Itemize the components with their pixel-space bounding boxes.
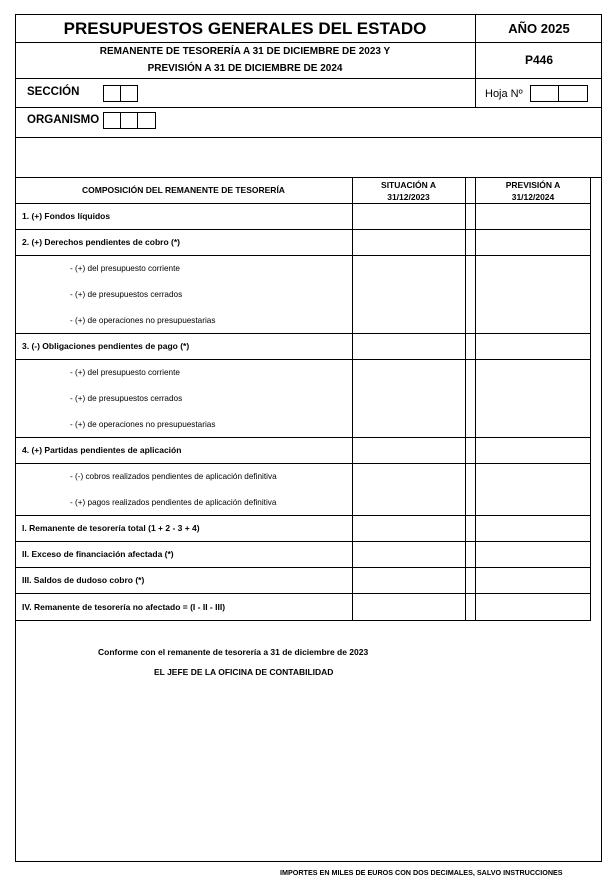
col-header-prevision-line-1: PREVISIÓN A <box>505 180 561 190</box>
row-exceso-financiacion: II. Exceso de financiación afectada (*) <box>22 549 174 559</box>
row-derechos-pendientes: 2. (+) Derechos pendientes de cobro (*) <box>22 237 180 247</box>
row-sep <box>15 515 591 516</box>
row-sep <box>15 229 591 230</box>
seccion-bottom-divider <box>15 107 602 108</box>
organismo-label: ORGANISMO <box>27 114 100 126</box>
row-pagos-pendientes: - (+) pagos realizados pendientes de aplicación definitiva <box>70 498 277 507</box>
row-derechos-cerrados: - (+) de presupuestos cerrados <box>70 290 183 299</box>
page-title: PRESUPUESTOS GENERALES DEL ESTADO <box>63 18 427 38</box>
row-obligaciones-corriente: - (+) del presupuesto corriente <box>70 368 180 377</box>
subtitle-line-1: REMANENTE DE TESORERÍA A 31 DE DICIEMBRE DE 2023 Y <box>99 46 391 57</box>
col-situacion-left <box>352 177 353 621</box>
row-sep <box>15 620 591 621</box>
col-header-situacion-line-1: SITUACIÓN A <box>381 180 436 190</box>
row-obligaciones-cerrados: - (+) de presupuestos cerrados <box>70 394 183 403</box>
col-prevision-left <box>475 177 476 621</box>
col-prevision-right <box>590 177 591 621</box>
row-sep <box>15 333 591 334</box>
col-situacion-right <box>465 177 466 621</box>
row-sep <box>15 567 591 568</box>
hoja-digit-1[interactable] <box>530 85 559 102</box>
hoja-divider <box>475 78 476 107</box>
col-header-concept: COMPOSICIÓN DEL REMANENTE DE TESORERÍA <box>82 185 285 195</box>
seccion-digit-1[interactable] <box>103 85 121 102</box>
row-obligaciones-no-presupuestarias: - (+) de operaciones no presupuestarias <box>70 420 216 429</box>
row-remanente-total: I. Remanente de tesorería total (1 + 2 - 3 + 4) <box>22 523 200 533</box>
col-header-situacion-line-2: 31/12/2023 <box>387 192 430 202</box>
hoja-digit-2[interactable] <box>558 85 588 102</box>
jefe-oficina-text: EL JEFE DE LA OFICINA DE CONTABILIDAD <box>154 667 334 677</box>
row-sep <box>15 203 591 204</box>
conforme-text: Conforme con el remanente de tesorería a 31 de diciembre de 2023 <box>98 647 369 657</box>
row-cobros-pendientes: - (-) cobros realizados pendientes de aplicación definitiva <box>70 472 277 481</box>
row-fondos-liquidos: 1. (+) Fondos líquidos <box>22 211 111 221</box>
row-derechos-corriente: - (+) del presupuesto corriente <box>70 264 180 273</box>
row-sep <box>15 437 591 438</box>
form-code: P446 <box>524 53 554 67</box>
header-bottom-divider <box>15 78 602 79</box>
organismo-bottom-divider <box>15 137 602 138</box>
organismo-digit-3[interactable] <box>137 112 156 129</box>
seccion-label: SECCIÓN <box>27 86 80 98</box>
subtitle <box>15 42 475 78</box>
col-header-situacion <box>352 179 465 203</box>
row-dudoso-cobro: III. Saldos de dudoso cobro (*) <box>22 575 145 585</box>
row-sep <box>15 593 591 594</box>
form-frame <box>15 14 602 862</box>
row-remanente-no-afectado: IV. Remanente de tesorería no afectado = (I - II - III) <box>22 602 226 612</box>
col-header-prevision <box>475 179 591 203</box>
col-header-prevision-line-2: 31/12/2024 <box>511 192 555 202</box>
row-obligaciones-pendientes: 3. (-) Obligaciones pendientes de pago (*) <box>22 341 190 351</box>
row-derechos-no-presupuestarias: - (+) de operaciones no presupuestarias <box>70 316 216 325</box>
hoja-label: Hoja Nº <box>485 88 523 100</box>
row-sep <box>15 255 591 256</box>
organismo-digit-1[interactable] <box>103 112 121 129</box>
seccion-digit-2[interactable] <box>120 85 138 102</box>
row-sep <box>15 463 591 464</box>
row-partidas-pendientes: 4. (+) Partidas pendientes de aplicación <box>22 445 182 455</box>
row-sep <box>15 541 591 542</box>
row-sep <box>15 359 591 360</box>
subtitle-line-2: PREVISIÓN A 31 DE DICIEMBRE DE 2024 <box>147 63 343 74</box>
table-top-line <box>15 177 602 178</box>
footer-note: IMPORTES EN MILES DE EUROS CON DOS DECIMALES, SALVO INSTRUCCIONES <box>280 868 563 877</box>
year-label: AÑO 2025 <box>508 21 570 36</box>
organismo-digit-2[interactable] <box>120 112 138 129</box>
